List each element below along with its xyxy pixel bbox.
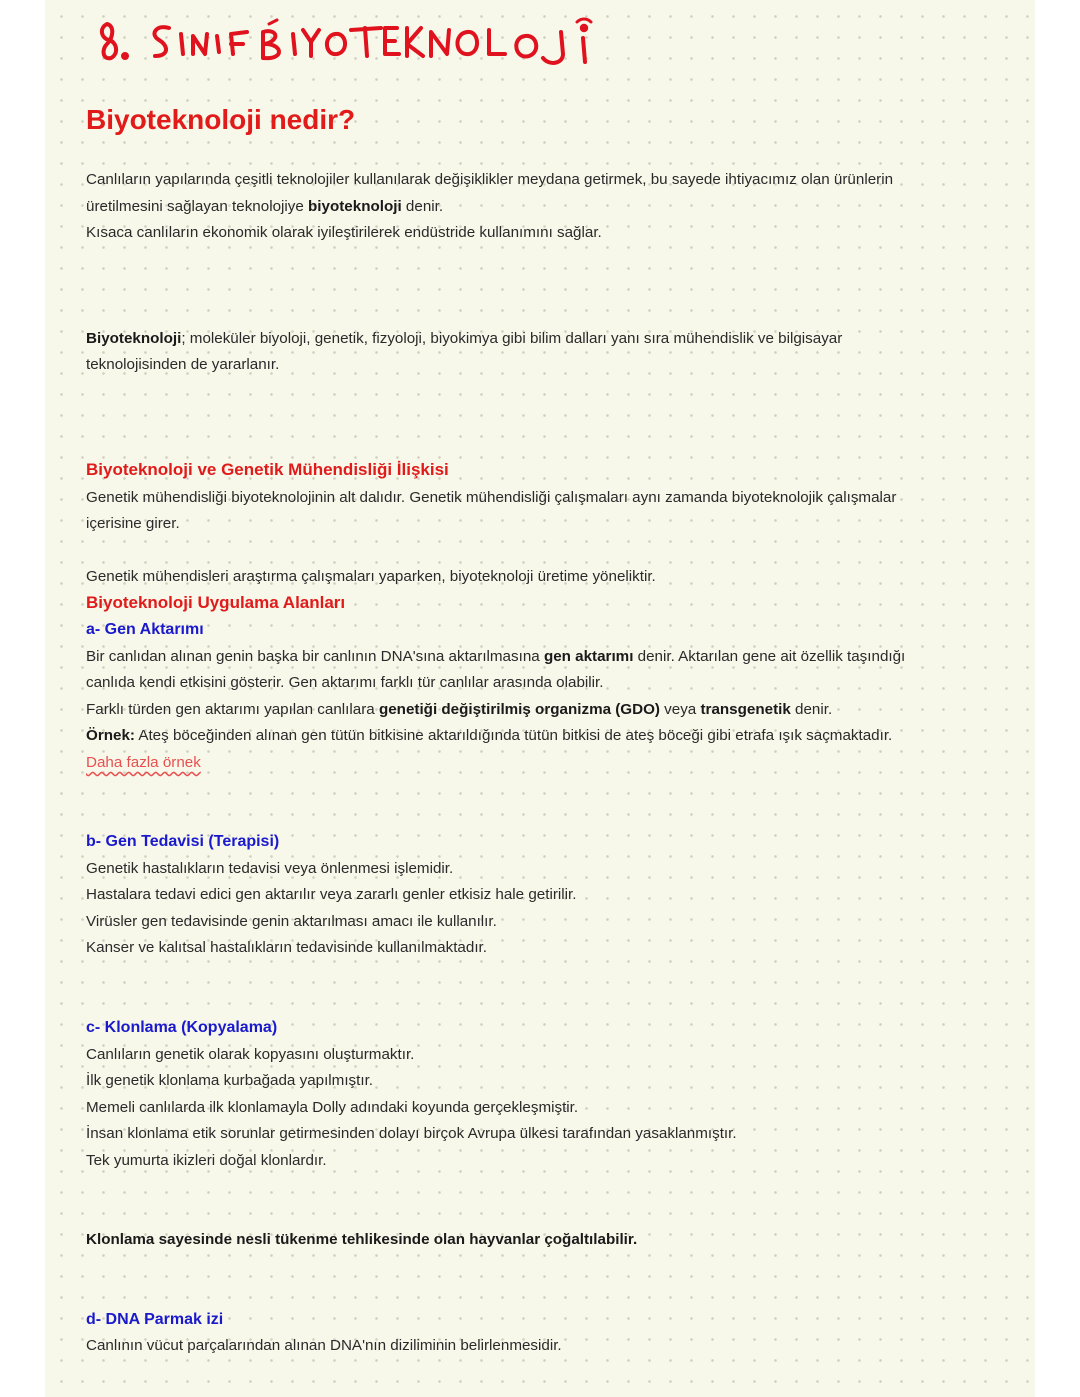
relation-heading: Biyoteknoloji ve Genetik Mühendisliği İlişkisi (86, 460, 449, 479)
handwritten-title (97, 14, 637, 74)
cloning-line: İlk genetik klonlama kurbağada yapılmıştır. (86, 1072, 374, 1089)
gene-transfer-text: denir. (790, 701, 833, 718)
gene-transfer-example (86, 726, 892, 746)
example-text: Ateş böceğinden alınan gen tütün bitkisine aktarıldığında tütün bitkisi de ateş böceği gibi etrafa ışık saçmaktadır. (134, 727, 893, 744)
cloning-note: Klonlama sayesinde nesli tükenme tehlikesinde olan hayvanlar çoğaltılabilir. (86, 1231, 638, 1248)
gene-therapy-line: Genetik hastalıkların tedavisi veya önlenmesi işlemidir. (86, 860, 454, 877)
relation-line-1: Genetik mühendisliği biyoteknolojinin alt dalıdır. Genetik mühendisliği çalışmaları aynı zamanda biyoteknolojik çalışmalar (86, 489, 897, 506)
transgenetik-term: transgenetik (700, 701, 791, 718)
cloning-line: Canlıların genetik olarak kopyasını oluşturmaktır. (86, 1046, 415, 1063)
dna-fingerprint-line: Canlının vücut parçalarından alınan DNA'nın diziliminin belirlenmesidir. (86, 1337, 562, 1354)
intro-line-1: Canlıların yapılarında çeşitli teknolojiler kullanılarak değişiklikler meydana getirmek, bu sayede ihtiyacımız olan ürünlerin (86, 171, 894, 188)
fields-line-2: teknolojisinden de yararlanır. (86, 356, 280, 373)
applications-heading: Biyoteknoloji Uygulama Alanları (86, 593, 346, 612)
intro-line-2 (86, 197, 443, 217)
biyoteknoloji-term: Biyoteknoloji (86, 330, 182, 347)
gene-transfer-line-3 (86, 700, 832, 720)
gene-transfer-text: Bir canlıdan alınan genin başka bir canlının DNA'sına aktarılmasına (86, 648, 544, 665)
cloning-line: Tek yumurta ikizleri doğal klonlardır. (86, 1152, 327, 1169)
note-page (45, 0, 1035, 1397)
gene-therapy-heading: b- Gen Tedavisi (Terapisi) (86, 833, 280, 850)
fields-line-1 (86, 329, 842, 349)
gene-therapy-line: Virüsler gen tedavisinde genin aktarılması amacı ile kullanılır. (86, 913, 497, 930)
intro-text: üretilmesini sağlayan teknolojiye (86, 198, 309, 215)
biyoteknoloji-term: biyoteknoloji (308, 198, 402, 215)
cloning-heading: c- Klonlama (Kopyalama) (86, 1019, 278, 1036)
gene-therapy-line: Hastalara tedavi edici gen aktarılır veya zararlı genler etkisiz hale getirilir. (86, 886, 577, 903)
intro-text: denir. (401, 198, 444, 215)
gdo-term: genetiği değiştirilmiş organizma (GDO) (378, 701, 660, 718)
more-examples-link[interactable]: Daha fazla örnek (86, 754, 201, 771)
gene-transfer-text: Farklı türden gen aktarımı yapılan canlılara (86, 701, 379, 718)
gene-transfer-heading: a- Gen Aktarımı (86, 621, 204, 638)
gene-transfer-text: veya (659, 701, 701, 718)
intro-line-3: Kısaca canlıların ekonomik olarak iyileştirilerek endüstride kullanımını sağlar. (86, 224, 602, 241)
gen-aktarimi-term: gen aktarımı (543, 648, 634, 665)
page-title: Biyoteknoloji nedir? (86, 104, 356, 135)
dna-fingerprint-heading: d- DNA Parmak izi (86, 1311, 224, 1328)
example-label: Örnek: (86, 727, 135, 744)
relation-line-2: içerisine girer. (86, 515, 180, 532)
gene-therapy-line: Kanser ve kalıtsal hastalıkların tedavisinde kullanılmaktadır. (86, 939, 487, 956)
cloning-line: Memeli canlılarda ilk klonlamayla Dolly adındaki koyunda gerçekleşmiştir. (86, 1099, 579, 1116)
relation-line-3: Genetik mühendisleri araştırma çalışmaları yaparken, biyoteknoloji üretime yöneliktir. (86, 568, 656, 585)
cloning-line: İnsan klonlama etik sorunlar getirmesinden dolayı birçok Avrupa ülkesi tarafından yasaklanmıştır. (86, 1125, 737, 1142)
gene-transfer-line-1 (86, 647, 905, 667)
fields-text: ; moleküler biyoloji, genetik, fizyoloji, biyokimya gibi bilim dalları yanı sıra mühendislik ve bilgisayar (181, 330, 843, 347)
gene-transfer-text: denir. Aktarılan gene ait özellik taşındığı (633, 648, 906, 665)
gene-transfer-line-2: canlıda kendi etkisini gösterir. Gen aktarımı farklı tür canlılar arasında olabilir. (86, 674, 604, 691)
